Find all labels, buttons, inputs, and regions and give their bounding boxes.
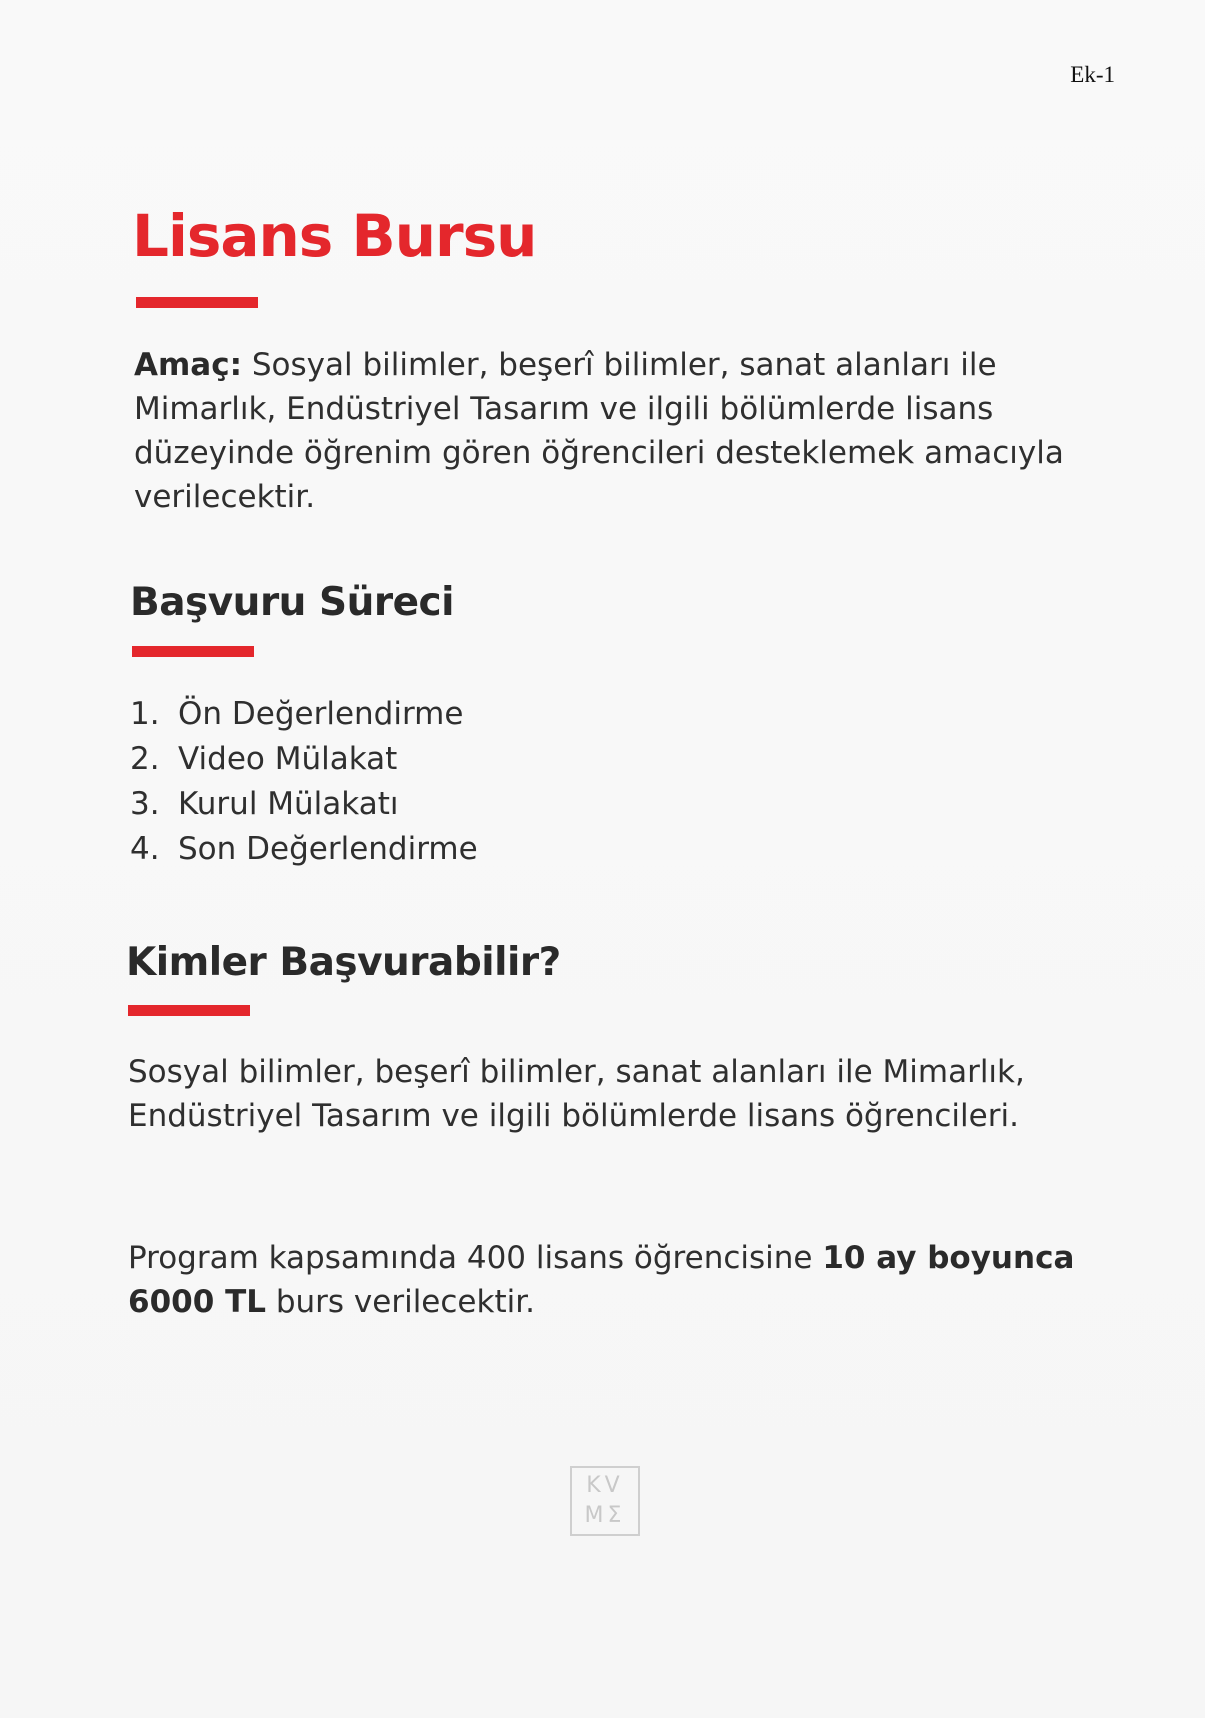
logo-line-2: MΣ [584, 1503, 626, 1528]
step-label: Kurul Mülakatı [178, 786, 399, 822]
application-process-underline [132, 646, 254, 657]
step-number: 2. [130, 741, 160, 777]
program-bold-amount: 10 ay boyunca 6000 TL [128, 1240, 1075, 1320]
list-item [130, 692, 478, 737]
logo-line-1: KV [586, 1473, 624, 1498]
program-suffix: burs verilecektir. [265, 1284, 535, 1320]
list-item [130, 737, 478, 782]
program-paragraph [128, 1236, 1088, 1324]
eligibility-heading: Kimler Başvurabilir? [126, 940, 561, 985]
page-title: Lisans Bursu [132, 202, 537, 270]
application-process-heading: Başvuru Süreci [130, 580, 455, 625]
step-label: Son Değerlendirme [178, 831, 478, 867]
list-item [130, 782, 478, 827]
purpose-label: Amaç: [134, 347, 242, 383]
program-prefix: Program kapsamında 400 lisans öğrencisine [128, 1240, 823, 1276]
eligibility-underline [128, 1005, 250, 1016]
step-number: 3. [130, 786, 160, 822]
purpose-paragraph [134, 343, 1109, 519]
step-number: 1. [130, 696, 160, 732]
title-underline [136, 297, 258, 308]
list-item [130, 827, 478, 872]
kume-logo [570, 1466, 640, 1536]
step-label: Ön Değerlendirme [178, 696, 464, 732]
purpose-text: Sosyal bilimler, beşerî bilimler, sanat alanları ile Mimarlık, Endüstriyel Tasarım ve ilgili bölümlerde lisans düzeyinde öğrenim gören öğrencileri desteklemek amacıyla verilecektir. [134, 347, 1064, 515]
step-label: Video Mülakat [178, 741, 398, 777]
eligibility-paragraph: Sosyal bilimler, beşerî bilimler, sanat alanları ile Mimarlık, Endüstriyel Tasarım ve ilgili bölümlerde lisans öğrencileri. [128, 1054, 1025, 1134]
annex-label: Ek-1 [1070, 62, 1115, 87]
step-number: 4. [130, 831, 160, 867]
application-steps-list [130, 692, 478, 872]
